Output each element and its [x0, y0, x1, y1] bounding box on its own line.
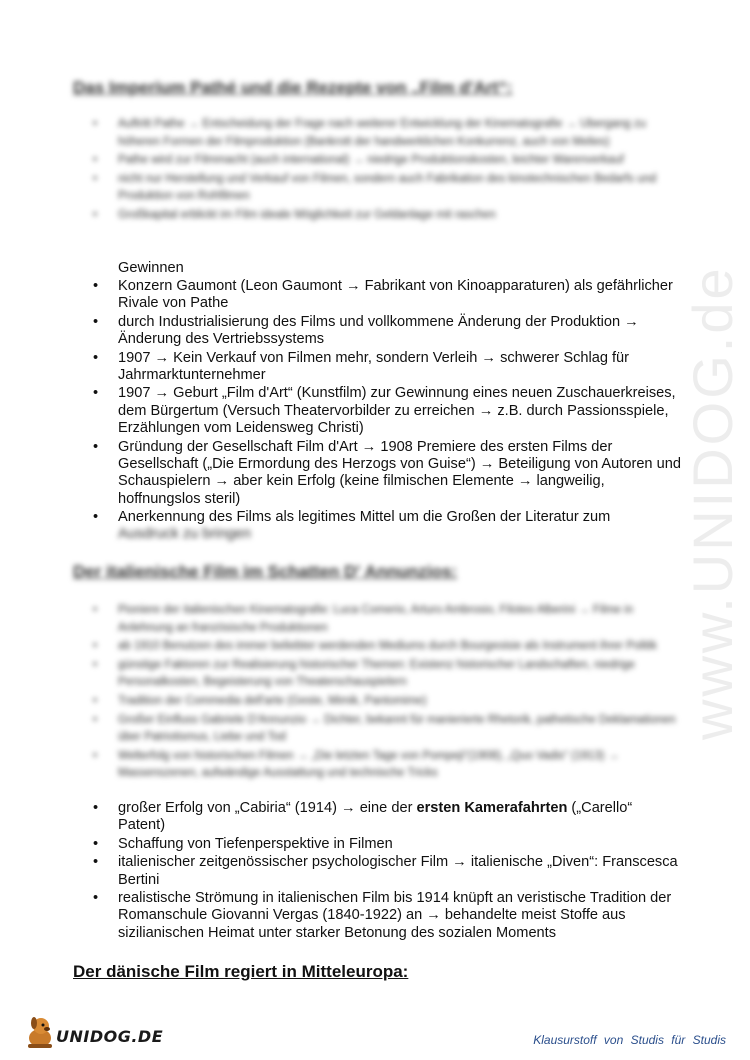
- list-item-cabiria: [93, 800, 683, 835]
- list-item: [93, 602, 683, 637]
- bullet: •: [93, 658, 98, 671]
- list-item-text: großer Erfolg von „Cabiria“ (1914) → eine der: [118, 800, 417, 816]
- bullet: •: [93, 694, 98, 707]
- list-item: [93, 116, 683, 151]
- list-item: [93, 278, 683, 313]
- bullet: •: [93, 313, 99, 330]
- list-item-text: Auftritt Pathe → Entscheidung der Frage nach weiterer Entwicklung der Kinematografie → Übergang zu höheren Formen der Filmproduktion (Bankrott der handwerklichen Konkurrenz, auch von Melies): [118, 118, 647, 148]
- list-item-text: Konzern Gaumont (Leon Gaumont → Fabrikant von Kinoapparaturen) als gefährlicher Rivale von Pathe: [118, 278, 673, 312]
- bullet: •: [93, 640, 98, 653]
- bullet: •: [93, 835, 99, 852]
- list-item: [93, 836, 683, 853]
- list-item-text: ab 1910 Benutzen des immer beliebter werdenden Mediums durch Bourgeoisie als Instrument ihrer Politik: [118, 640, 657, 653]
- list-item: [93, 638, 683, 656]
- bullet: •: [93, 800, 99, 816]
- blurred-list-italian: [93, 602, 683, 784]
- blurred-list-pathe: [93, 116, 683, 226]
- list-item: [93, 207, 683, 225]
- list-item-text: Großer Einfluss Gabriele D'Annunzio → Dichter, bekannt für manierierte Rhetorik, pathetische Deklamationen über Patriotismus, Liebe und Tod: [118, 713, 676, 744]
- list-item-text: realistische Strömung in italienischen Film bis 1914 knüpft an veristische Tradition der Romanschule Giovanni Vergas (1840-1922) an → behandelte meist Stoffe aus sizilianischen Heimat unter starker Betonung des sozialen Moments: [118, 890, 672, 941]
- list-item: [93, 509, 683, 526]
- bullet: •: [93, 854, 99, 871]
- cut-line: Gewinnen: [118, 260, 184, 276]
- list-item-text: Großkapital erblickt im Film ideale Möglichkeit zur Geldanlage mit raschen: [118, 208, 496, 221]
- list-item-text: durch Industrialisierung des Films und vollkommene Änderung der Produktion → Änderung des Vertriebssystems: [118, 313, 639, 348]
- bullet: •: [93, 438, 99, 455]
- list-item: [93, 152, 683, 170]
- list-item-text: („Carello“ Patent): [118, 800, 633, 834]
- list-item: [93, 657, 683, 692]
- blurred-tail: Ausdruck zu bringen: [118, 526, 252, 542]
- bullet: •: [93, 118, 98, 130]
- list-item: [93, 385, 683, 437]
- bullet: •: [93, 890, 99, 907]
- list-item: [93, 890, 683, 942]
- list-item-text: 1907 → Kein Verkauf von Filmen mehr, sondern Verleih → schwerer Schlag für Jahrmarktunternehmer: [118, 349, 630, 384]
- list-item: [93, 171, 683, 206]
- footer-tagline: Klausurstoff von Studis für Studis: [533, 1033, 726, 1047]
- list-item: [93, 854, 683, 889]
- list-item: [93, 314, 683, 349]
- list-item-text: Tradition der Commedia dell'arte (Geste, Mimik, Pantomime): [118, 694, 427, 707]
- bullet: •: [93, 713, 98, 726]
- list-italian: [93, 800, 683, 943]
- list-item-text: 1907 → Geburt „Film d'Art“ (Kunstfilm) zur Gewinnung eines neuen Zuschauerkreises, dem Bürgertum (Versuch Theatervorbilder zu erreichen → z.B. durch Passionsspiele, Erzählungen vom Leidensweg Christi): [118, 385, 676, 437]
- list-pathe: [93, 278, 683, 528]
- logo-text: UNIDOG.DE: [56, 1027, 164, 1046]
- bullet: •: [93, 208, 98, 221]
- bullet: •: [93, 509, 99, 526]
- list-item-text: Anerkennung des Films als legitimes Mittel um die Großen der Literatur zum: [118, 509, 611, 526]
- bullet: •: [93, 604, 98, 616]
- list-item-text: Pathe wird zur Filmmacht (auch international) → niedrige Produktionskosten, leichter Warenverkauf: [118, 154, 624, 167]
- bullet: •: [93, 154, 98, 167]
- bullet: •: [93, 278, 99, 294]
- bullet: •: [93, 349, 99, 366]
- list-item-text: günstige Faktoren zur Realisierung historischer Themen: Existenz historischer Landschaften, niedrige Personalkosten, Begeisterung von Theaterschauspielern: [118, 658, 635, 689]
- bullet: •: [93, 172, 98, 185]
- list-item-text: Welterfolg von historischen Filmen → „Die letzten Tage von Pompeji“(1908), „Quo Vadis“ (1913) → Massenszenen, aufwändige Ausstattung und technische Tricks: [118, 749, 620, 780]
- list-item: [93, 712, 683, 747]
- section-heading-danish: Der dänische Film regiert in Mitteleuropa:: [73, 962, 409, 981]
- bullet: •: [93, 385, 99, 402]
- bold-text: ersten Kamerafahrten: [416, 800, 568, 816]
- list-item: [93, 439, 683, 509]
- list-item-text: Schaffung von Tiefenperspektive in Filmen: [118, 835, 393, 852]
- list-item-text: italienischer zeitgenössischer psychologischer Film → italienische „Diven“: Franscesca Bertini: [118, 854, 678, 888]
- bullet: •: [93, 749, 98, 762]
- list-item: [93, 748, 683, 783]
- list-item: [93, 350, 683, 385]
- list-item-text: Pioniere der italienischen Kinematografie: Luca Comerio, Arturo Ambrosio, Filoteo Alberini → Filme in Anlehnung an französische Produktionen: [118, 604, 634, 634]
- list-item-text: nicht nur Herstellung und Verkauf von Filmen, sondern auch Fabrikation des kinotechnischen Bedarfs und Produktion von Rohfilmen: [118, 172, 657, 203]
- watermark: www.UNIDOG.de: [681, 265, 744, 740]
- section-heading-pathe: Das Imperium Pathé und die Rezepte von „Film d'Art“:: [73, 78, 513, 97]
- list-item-text: Gründung der Gesellschaft Film d'Art → 1908 Premiere des ersten Films der Gesellschaft („Die Ermordung des Herzogs von Guise“) → Beteiligung von Autoren und Schauspielern → aber kein Erfolg (keine filmischen Elemente → langweilig, hoffnungslos steril): [118, 438, 681, 507]
- section-heading-italian: Der italienische Film im Schatten D' Annunzios:: [73, 562, 458, 581]
- list-item: [93, 693, 683, 711]
